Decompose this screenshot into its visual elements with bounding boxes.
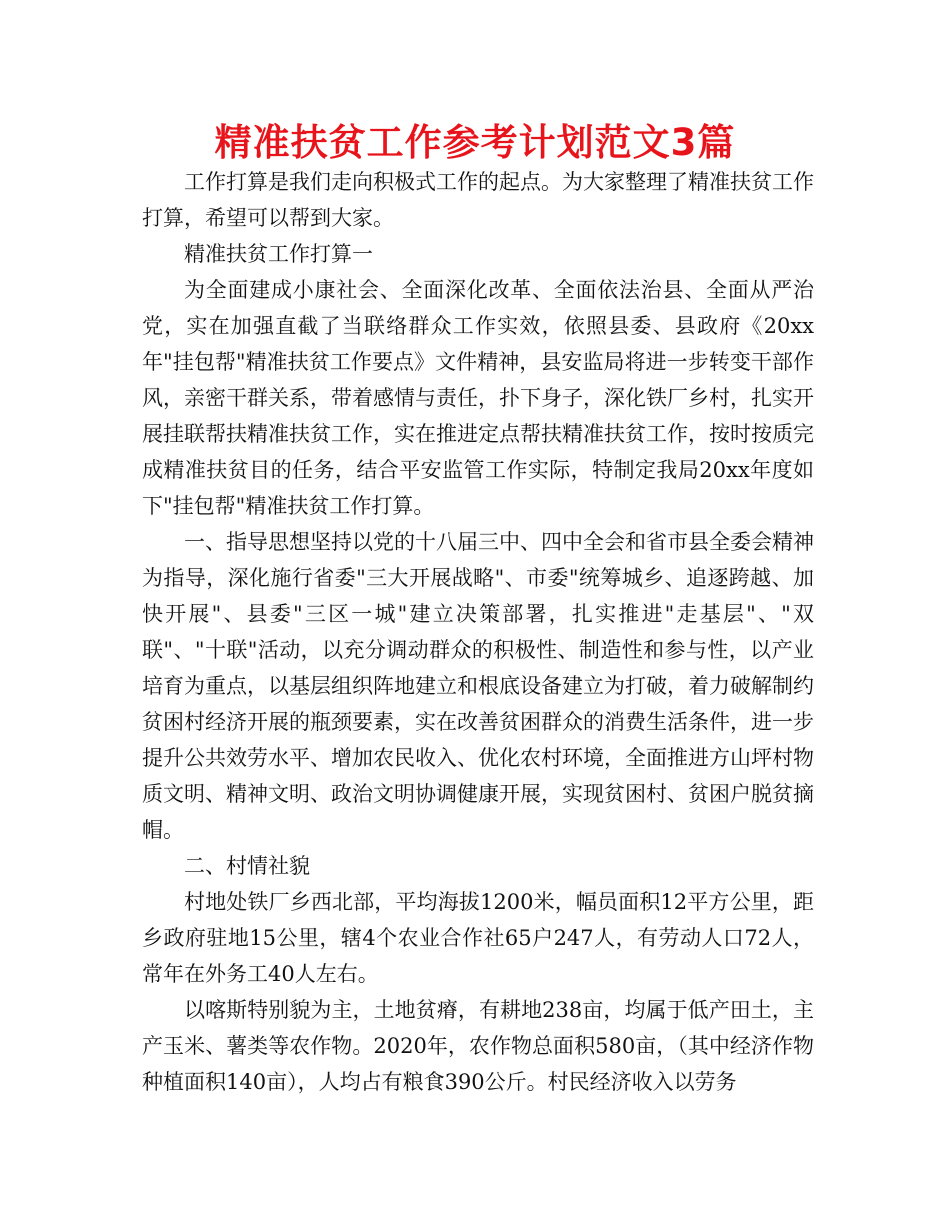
section-heading-village-overview: 二、村情社貌 — [184, 854, 310, 878]
document-title: 精准扶贫工作参考计划范文3篇 — [214, 121, 736, 164]
paragraph-plan-overview: 为全面建成小康社会、全面深化改革、全面依法治县、全面从严治党，实在加强直截了当联络群众工作实效，依照县委、县政府《20xx年"挂包帮"精准扶贫工作要点》文件精神，县安监局将进一步转变干部作风，亲密干群关系，带着感情与责任，扑下身子，深化铁厂乡村，扎实开展挂联帮扶精准扶贫工作，实在推进定点帮扶精准扶贫工作，按时按质完成精准扶贫目的任务，结合平安监管工作实际，特制定我局20xx年度如下"挂包帮"精准扶贫工作打算。 — [142, 278, 814, 518]
paragraph-village-location: 村地处铁厂乡西北部，平均海拔1200米，幅员面积12平方公里，距乡政府驻地15公里，辖4个农业合作社65户247人，有劳动人口72人，常年在外务工40人左右。 — [142, 890, 814, 986]
section-heading-plan-one: 精准扶贫工作打算一 — [184, 242, 373, 266]
document-body — [142, 164, 814, 1100]
paragraph-guiding-ideology: 一、指导思想坚持以党的十八届三中、四中全会和省市县全委会精神为指导，深化施行省委"三大开展战略"、市委"统筹城乡、追逐跨越、加快开展"、县委"三区一城"建立决策部署，扎实推进"走基层"、"双联"、"十联"活动，以充分调动群众的积极性、制造性和参与性，以产业培育为重点，以基层组织阵地建立和根底设备建立为打破，着力破解制约贫困村经济开展的瓶颈要素，实在改善贫困群众的消费生活条件，进一步提升公共效劳水平、增加农民收入、优化农村环境，全面推进方山坪村物质文明、精神文明、政治文明协调健康开展，实现贫困村、贫困户脱贫摘帽。 — [142, 530, 814, 842]
paragraph-village-land: 以喀斯特别貌为主，土地贫瘠，有耕地238亩，均属于低产田土，主产玉米、薯类等农作物。2020年，农作物总面积580亩，（其中经济作物种植面积140亩），人均占有粮食390公斤。村民经济收入以劳务 — [142, 998, 814, 1094]
paragraph-intro: 工作打算是我们走向积极式工作的起点。为大家整理了精准扶贫工作打算，希望可以帮到大家。 — [142, 170, 814, 230]
